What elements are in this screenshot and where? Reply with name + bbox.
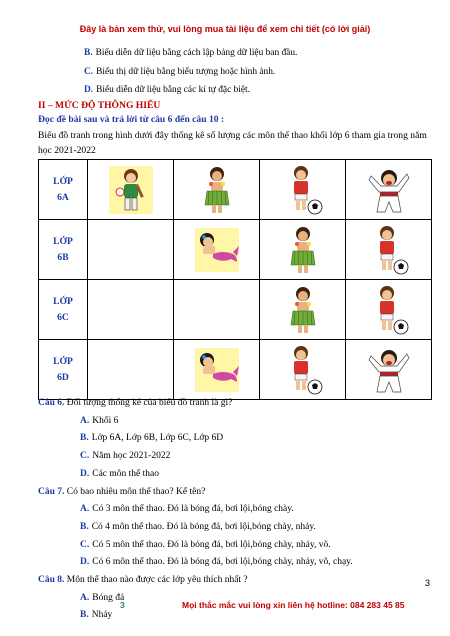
q8-option-b: [38, 607, 438, 625]
q6-option-d: [38, 466, 438, 484]
option-label: A.: [80, 592, 90, 603]
pictograph-table: [38, 159, 432, 400]
class-label: [39, 340, 88, 400]
option-text: Biểu diễn dữ liệu bằng các kí tự đặc biệt.: [96, 85, 250, 95]
class-label-line1: LỚP: [53, 175, 73, 187]
class-label: [39, 160, 88, 220]
pictograph-cell: [88, 340, 174, 400]
pictograph-row: [39, 280, 432, 340]
option-text: Biểu thị dữ liệu bằng biểu tượng hoặc hình ảnh.: [96, 66, 276, 77]
pictograph-row: [39, 340, 432, 400]
karate-icon: [365, 164, 413, 216]
footer-page-number: 3: [120, 600, 125, 610]
option-text: Năm học 2021-2022: [92, 451, 171, 462]
question-number: Câu 8.: [38, 575, 65, 586]
soccer-icon: [365, 284, 413, 336]
q6-option-c: [38, 448, 438, 466]
pictograph-cell: [88, 220, 174, 280]
pictograph-cell: [346, 220, 432, 280]
option-label: A.: [80, 504, 90, 515]
option-text: Biểu diễn dữ liệu bằng cách lập bảng dữ liệu ban đầu.: [95, 48, 298, 58]
class-label-line2: 6A: [57, 191, 69, 203]
class-label-line1: LỚP: [53, 295, 73, 307]
class-label-line2: 6B: [57, 251, 69, 263]
option-label: B.: [80, 610, 89, 621]
q6-option-b: [38, 430, 438, 448]
hula-icon: [279, 284, 327, 336]
karate-icon: [365, 344, 413, 396]
question-text: Có bao nhiêu môn thể thao? Kể tên?: [66, 486, 206, 497]
pictograph-cell: [260, 220, 346, 280]
pictograph-row: [39, 220, 432, 280]
class-label-line2: 6D: [57, 371, 69, 383]
option-text: Lớp 6A, Lớp 6B, Lớp 6C, Lớp 6D: [91, 433, 224, 444]
question-text: Môn thể thao nào được các lớp yêu thích nhất ?: [66, 575, 248, 586]
question-number: Câu 6.: [38, 398, 65, 408]
page-number: 3: [425, 578, 431, 588]
option-text: Có 6 môn thể thao. Đó là bóng đá, bơi lội,bóng chày, nhảy, võ, chạy.: [92, 557, 353, 568]
class-label: [39, 280, 88, 340]
hula-icon: [279, 224, 327, 276]
q7-option-a: [38, 501, 438, 519]
option-label: D.: [80, 468, 90, 479]
pictograph-cell: [346, 280, 432, 340]
option-d: [84, 81, 297, 100]
option-label: A.: [80, 415, 90, 426]
question-number: Câu 7.: [38, 486, 65, 497]
class-label-line2: 6C: [57, 311, 69, 323]
option-label: B.: [84, 48, 93, 58]
option-label: C.: [84, 66, 94, 77]
class-label-line1: LỚP: [53, 355, 73, 367]
pictograph-cell: [260, 280, 346, 340]
mermaid-icon: [193, 224, 241, 276]
pictograph-cell: [88, 280, 174, 340]
option-c: [84, 63, 297, 82]
option-label: B.: [80, 521, 89, 532]
pictograph-cell: [346, 160, 432, 220]
option-b: [84, 44, 297, 63]
option-text: Các môn thể thao: [92, 468, 159, 479]
option-label: D.: [84, 85, 94, 95]
previous-question-options: [84, 44, 297, 100]
preview-banner: Đây là bản xem thử, vui lòng mua tài liệu để xem chi tiết (có lời giải): [79, 24, 371, 34]
pictograph-cell: [174, 220, 260, 280]
soccer-icon: [279, 164, 327, 216]
option-text: Khối 6: [92, 415, 119, 426]
option-text: Có 4 môn thể thao. Đó là bóng đá, bơi lội,bóng chày, nhảy.: [91, 521, 316, 532]
option-text: Nhảy: [91, 610, 113, 621]
pictograph-cell: [260, 160, 346, 220]
pictograph-row: [39, 160, 432, 220]
option-label: B.: [80, 433, 89, 444]
pictograph-cell: [346, 340, 432, 400]
intro-text: Biểu đồ tranh trong hình dưới đây thống kê số lượng các môn thể thao khối lớp 6 tham gia trong năm học 2021-2022: [38, 130, 427, 156]
pictograph-cell: [88, 160, 174, 220]
soccer-icon: [365, 224, 413, 276]
question-8: [38, 572, 438, 590]
option-label: C.: [80, 539, 90, 550]
section-title: II – MỨC ĐỘ THÔNG HIỂU: [38, 100, 161, 111]
option-text: Có 5 môn thể thao. Đó là bóng đá, bơi lội,bóng chày, nhảy, võ.: [92, 539, 331, 550]
q7-option-c: [38, 537, 438, 555]
questions: [38, 395, 438, 625]
question-text: Đối tượng thống kê của biểu đồ tranh là gì?: [66, 398, 233, 408]
class-label-line1: LỚP: [53, 235, 73, 247]
q7-option-d: [38, 554, 438, 572]
q6-option-a: [38, 413, 438, 431]
hula-icon: [193, 164, 241, 216]
soccer-icon: [279, 344, 327, 396]
pictograph-cell: [174, 340, 260, 400]
option-text: Bóng đá: [92, 592, 125, 603]
pictograph-cell: [174, 280, 260, 340]
pictograph-cell: [260, 340, 346, 400]
class-label: [39, 220, 88, 280]
option-label: D.: [80, 557, 90, 568]
q7-option-b: [38, 519, 438, 537]
question-7: [38, 484, 438, 502]
pictograph-cell: [174, 160, 260, 220]
question-6: [38, 395, 438, 413]
mermaid-icon: [193, 344, 241, 396]
option-text: Có 3 môn thể thao. Đó là bóng đá, bơi lội,bóng chày.: [92, 504, 294, 515]
pictograph-body: [39, 160, 432, 400]
instruction: Đọc đề bài sau và trả lời từ câu 6 đến câu 10 :: [38, 114, 225, 125]
footer-hotline: Mọi thắc mắc vui lòng xin liên hệ hotline: 084 283 45 85: [182, 600, 405, 610]
baseball-icon: [107, 164, 155, 216]
option-label: C.: [80, 451, 90, 462]
